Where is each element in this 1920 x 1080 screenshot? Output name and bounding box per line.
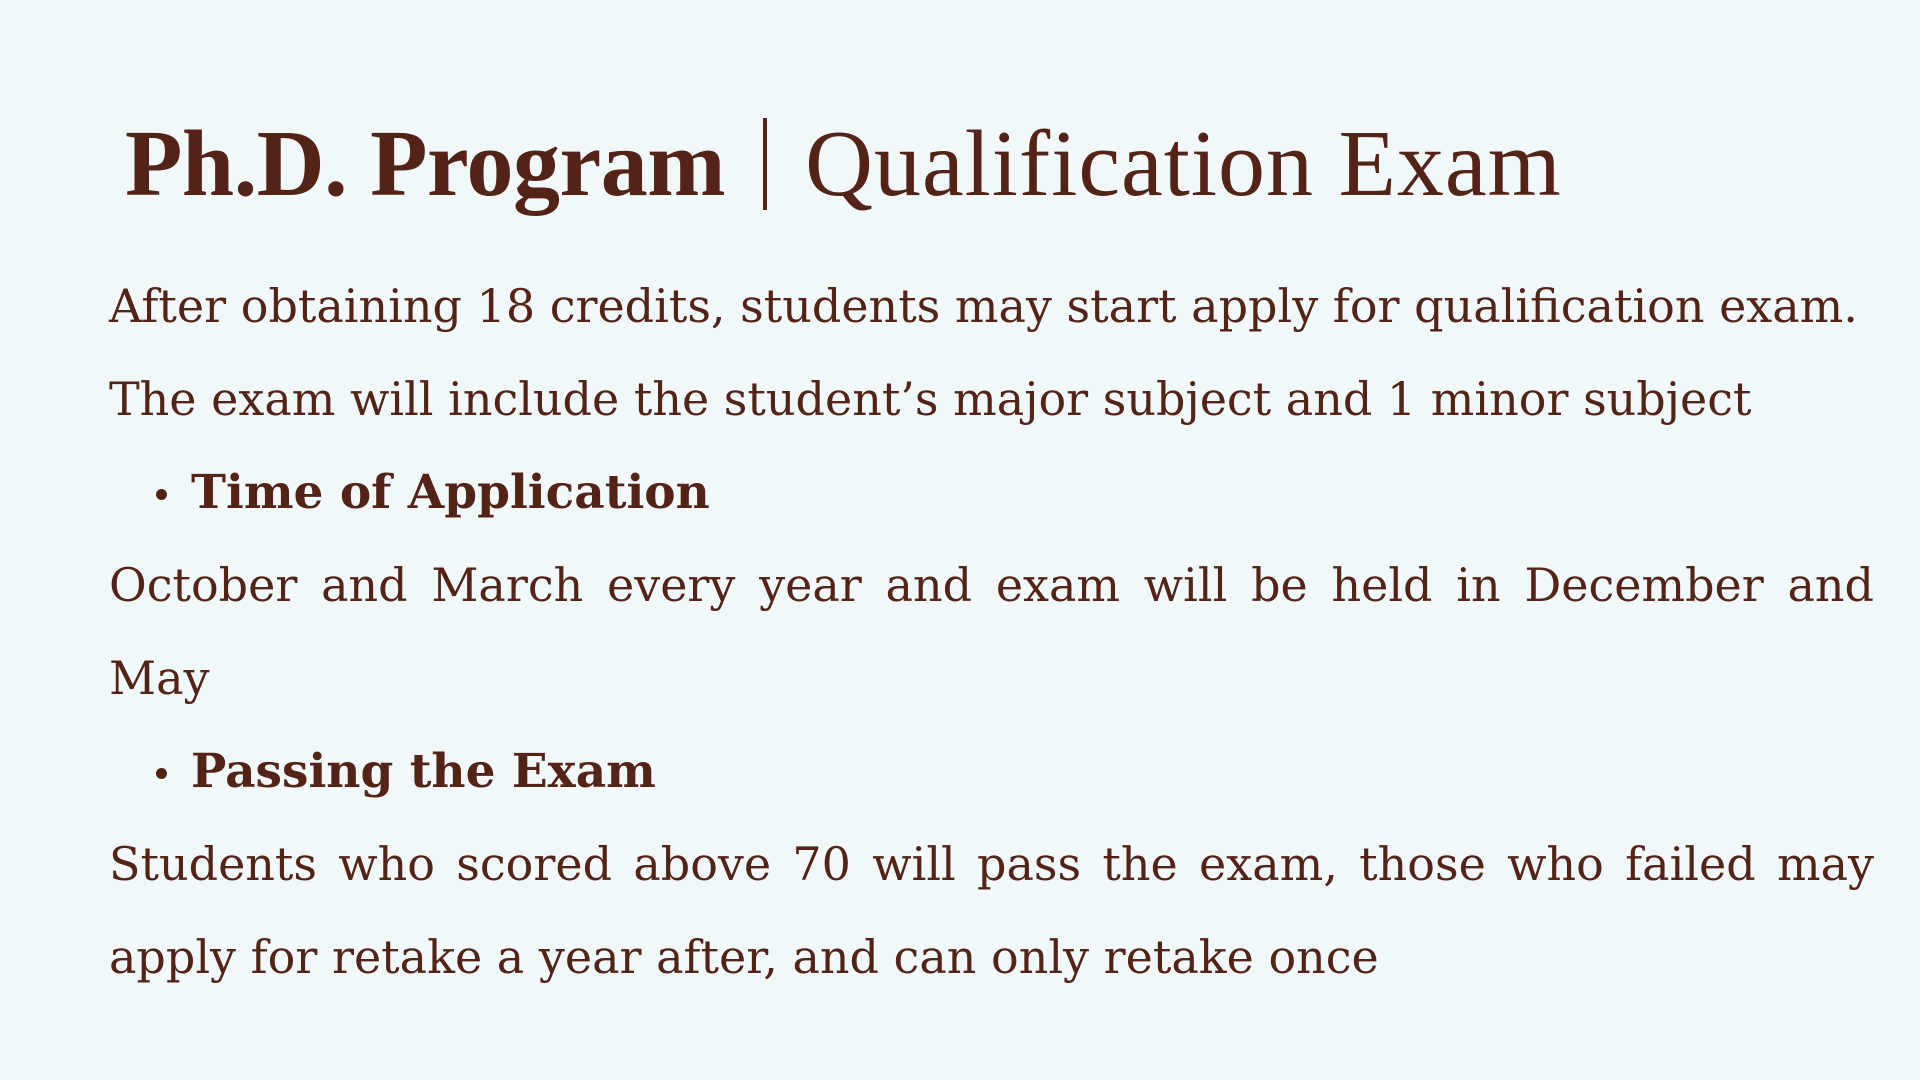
page-title bbox=[109, 0, 1874, 224]
section-time-of-application bbox=[109, 446, 1874, 539]
title-separator bbox=[763, 118, 767, 210]
slide-body bbox=[109, 260, 1874, 1004]
intro-line-2: The exam will include the student’s major subject and 1 minor subject bbox=[109, 372, 1752, 426]
section-text: Students who scored above 70 will pass the exam, those who failed may apply for retake a year after, and can only retake once bbox=[109, 837, 1874, 984]
intro-line-1: After obtaining 18 credits, students may start apply for qualification exam. bbox=[109, 279, 1858, 333]
title-subtitle: Qualification Exam bbox=[805, 112, 1562, 216]
section-passing-the-exam bbox=[109, 725, 1874, 818]
section-text: October and March every year and exam will be held in December and May bbox=[109, 558, 1874, 705]
section-heading: Passing the Exam bbox=[109, 725, 1874, 818]
section-heading: Time of Application bbox=[109, 446, 1874, 539]
title-main: Ph.D. Program bbox=[125, 112, 726, 216]
